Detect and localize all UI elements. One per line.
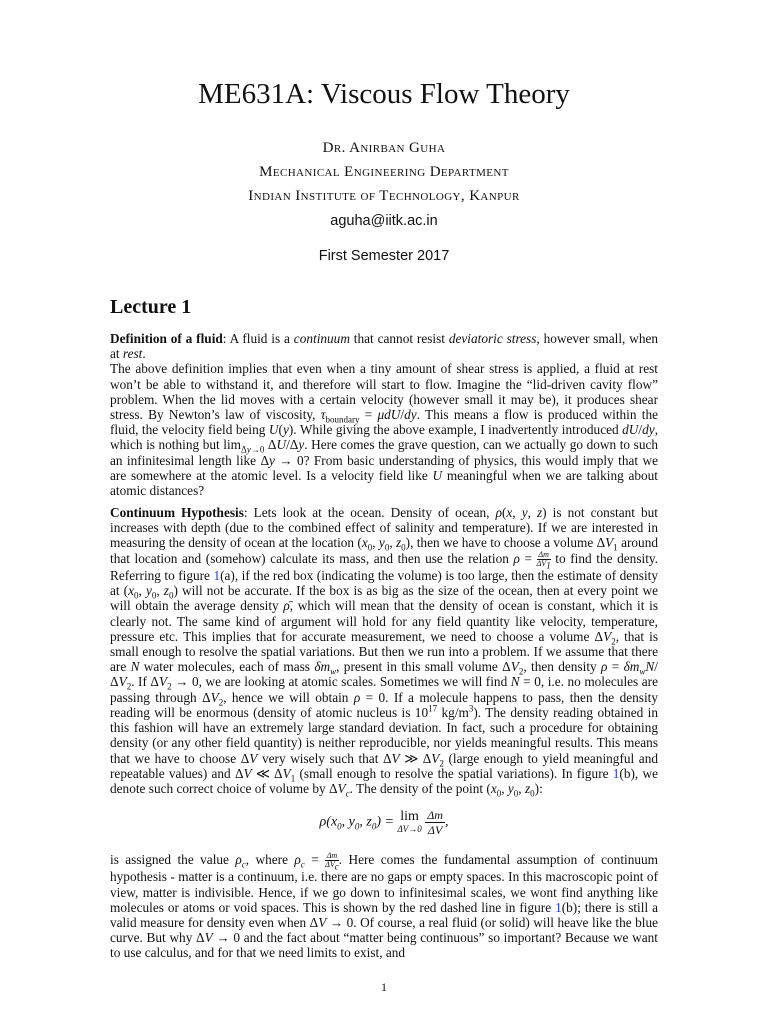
continuum-paragraph: Continuum Hypothesis: Lets look at the ocean. Density of ocean, ρ(x, y, z) is not constant but increases with depth (due to the combined effect of salinity and temperature). If we are interested in measuring the density of ocean at the location ($x_0$, $y_0$, $z_0$), then we have to choose a volume $\Delta V_1$ around that location and (somehow) calculate its mass, and then use the relation ρ = $\frac{\Delta m}{\Delta V_1}$ to find the density. Referring to figure 1(a), if the red box (indicating the volume) is too large, then the estimate of density at ($x_0$, $y_0$, $z_0$) will not be accurate. If the box is as big as the size of the ocean, then at every point we will obtain the average density ρ̄, which will mean that the density of ocean is constant, which it is clearly not. The same kind of argument will hold for any field quantity like velocity, temperature, pressure etc. This implies that for accurate measurement, we need to choose a volume $\Delta V_2$, that is small enough to resolve the spatial variations. But then we run into a problem. If we assume that there are N water molecules, each of mass $\delta m_w$, present in this small volume $\Delta V_2$, then density $\rho = \delta m_wN/\Delta V_2$. If $\Delta V_2 \to 0$, we are looking at atomic scales. Sometimes we will find N = 0, i.e. no molecules are passing through $\Delta V_2$, hence we will obtain ρ = 0. If a molecule happens to pass, then the density reading will be enormous (density of atomic nucleus is $10^{17}$ $kg/m^3$). The density reading obtained in this fashion will have an extremely large standard deviation. In fact, such a procedure for obtaining density (or any other field quantity) is neither reproducible, nor yields meaningful results. This means that we have to choose ΔV very wisely such that ΔV ≫ $\Delta V_2$ (large enough to yield meaningful and repeatable values) and ΔV ≪ $\Delta V_1$ (small enough to resolve the spatial variations). In figure 1(b), we denote such correct choice of volume by $\Delta V_c$. The density of the point ($x_0$, $y_0$, $z_0$): xyxy=(110,505,659,799)
figure-ref-link[interactable]: 1 xyxy=(555,899,562,915)
semester-label: First Semester 2017 xyxy=(318,248,450,264)
institute-name: Indian Institute of Technology, Kanpur xyxy=(248,188,520,204)
definition-paragraph: Definition of a fluid: A fluid is a continuum that cannot resist deviatoric stress, however small, when at rest. The above definition implies that even when a tiny amount of shear stress is applied, a fluid at rest won’t be able to withstand it, and therefore will start to flow. Imagine the “lid-driven cavity flow” problem. When the lid moves with a certain velocity (however small it may be), it produces shear stress. By Newton’s law of viscosity, $\tau_{boundary} = \mu dU/dy$. This means a flow is produced within the fluid, the velocity field being U(y). While giving the above example, I inadvertently introduced dU/dy, which is nothing but $\lim_{\Delta y\to 0} \Delta U/\Delta y$. Here comes the grave question, can we actually go down to such an infinitesimal length like Δy → 0? From basic understanding of physics, this would imply that we are somewhere at the atomic level. Is a velocity field like U meaningful when we are talking about atomic distances? xyxy=(110,331,659,499)
document-title: ME631A: Viscous Flow Theory xyxy=(198,78,570,110)
figure-ref-link[interactable]: 1 xyxy=(612,765,620,781)
definition-label: Definition of a fluid xyxy=(110,331,223,346)
continuum-assumption-paragraph: is assigned the value $\rho_c$, where $\rho_c$ = Δm $\Delta V_c$ . Here comes the fundamental assumption of continuum hypothesis - matter is a continuum, i.e. there are no gaps or empty spaces. In this macroscopic point of view, matter is indivisible. Hence, if we go down to infinitesimal scales, we wont find anything like molecules or atoms or void spaces. This is shown by the red dashed line in figure 1(b); there is still a valid measure for density even when ΔV → 0. Of course, a real fluid (or solid) will heave like the blue curve. But why ΔV → 0 and the fact about “matter being continuous” so important? Because we want to use calculus, and for that we need limits to exist, and xyxy=(110,851,658,961)
density-limit-equation: $\rho(x_0$, $y_0$, $z_0$) = lim ΔV→0 $\frac{\Delta m}{\Delta V}$ , xyxy=(319,808,449,837)
figure-ref-link[interactable]: 1 xyxy=(213,568,221,584)
author-email: aguha@iitk.ac.in xyxy=(330,213,438,229)
lecture-heading: Lecture 1 xyxy=(110,296,192,318)
author-name: Dr. Anirban Guha xyxy=(322,140,446,156)
department-name: Mechanical Engineering Department xyxy=(259,164,509,180)
page-number: 1 xyxy=(381,980,387,994)
definition-body: The above definition implies that even when a tiny amount of shear stress is applied, a fluid at rest won’t be able to withstand it, and therefore will start to flow. Imagine the “lid-driven cavity flow” problem. When the lid moves with a certain velocity (however small it may be), it produces shear stress. By Newton’s law of viscosity, xyxy=(110,361,658,423)
continuum-label: Continuum Hypothesis xyxy=(110,505,244,520)
